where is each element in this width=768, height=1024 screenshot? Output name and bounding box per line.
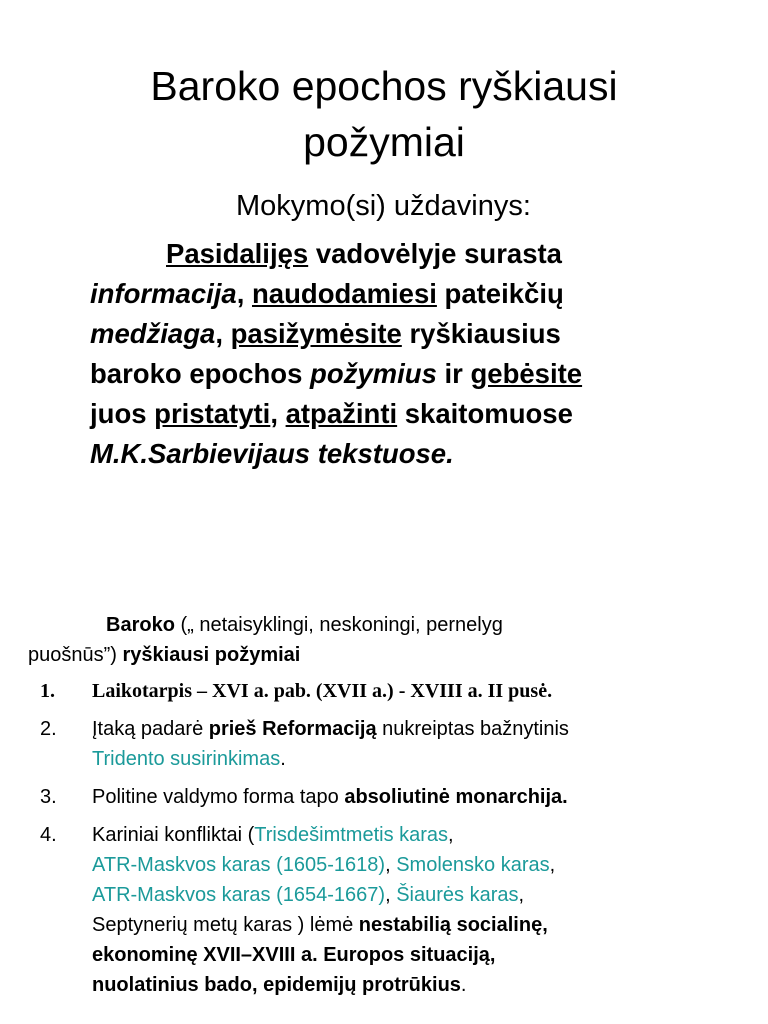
list-number: 1. [40,680,55,702]
objective-paragraph [90,234,730,474]
objective-text: , [270,398,286,429]
keyword-atpazinti: atpažinti [285,398,398,429]
objective-text: vadovėlyje surasta [308,238,562,269]
title-line-1: Baroko epochos ryškiausi [150,63,618,109]
feature-text: . [460,974,467,996]
feature-text: . [280,748,286,770]
keyword-medziaga: medžiaga [90,318,216,349]
feature-period-text: Laikotarpis – XVI a. pab. (XVII a.) - XVIII a. II pusė. [92,680,553,702]
feature-text: , [448,824,454,846]
intro-bold-baroko: Baroko [106,614,175,636]
objective-text: , [236,278,252,309]
objective-text: ryškiausius [401,318,561,349]
objective-text: skaitomuose [397,398,573,429]
feature-text: , [385,854,397,876]
keyword-pasidalije: Pasidalijęs [166,238,309,269]
intro-text: puošnūs”) [28,644,123,666]
objective-heading: Mokymo(si) uždavinys: [236,190,531,222]
keyword-pristatyti: pristatyti [154,398,271,429]
list-number: 2. [40,718,57,740]
list-number: 4. [40,824,57,846]
title-line-2: požymiai [303,119,465,165]
keyword-sarbievijaus: M.K.Sarbievijaus tekstuose. [90,438,454,469]
list-item [28,676,748,706]
feature-text: Kariniai konfliktai ( [92,824,255,846]
list-number: 3. [40,786,57,808]
baroque-features-section [28,610,748,1008]
list-item [28,820,748,1000]
feature-text: Politine valdymo forma tapo [92,786,345,808]
feature-bold: absoliutinė monarchija. [344,786,568,808]
keyword-pozymius: požymius [310,358,437,389]
link-trisdesimtmetis[interactable]: Trisdešimtmetis karas [254,824,449,846]
feature-bold: ekonominę XVII–XVIII a. Europos situaciją, [92,944,496,966]
feature-bold: prieš Reformaciją [208,718,377,740]
keyword-informacija: informacija [90,278,237,309]
slide-title [0,58,768,170]
intro-text: („ netaisyklingi, neskoningi, pernelyg [174,614,503,636]
list-item [28,714,748,774]
feature-text: Įtaką padarė [92,718,209,740]
feature-text: nukreiptas bažnytinis [376,718,569,740]
feature-text: , [518,884,525,906]
feature-text: , [385,884,397,906]
objective-text: baroko epochos [90,358,311,389]
feature-bold: nestabilią socialinę, [358,914,548,936]
objective-text: ir [436,358,471,389]
objective-text: pateikčių [436,278,564,309]
objective-text: , [215,318,231,349]
features-list [28,676,748,1000]
objective-text: juos [90,398,155,429]
keyword-pasizymesite: pasižymėsite [230,318,402,349]
intro-bold-pozymiai: ryškiausi požymiai [122,644,301,666]
list-item [28,782,748,812]
keyword-naudodamiesi: naudodamiesi [252,278,437,309]
feature-text: , [549,854,556,876]
link-atr-maskvos-1605[interactable]: ATR-Maskvos karas (1605-1618) [92,854,386,876]
link-atr-maskvos-1654[interactable]: ATR-Maskvos karas (1654-1667) [92,884,386,906]
features-intro [28,610,748,670]
feature-bold: nuolatinius bado, epidemijų protrūkius [92,974,461,996]
link-tridento[interactable]: Tridento susirinkimas [92,748,281,770]
feature-text: Septynerių metų karas ) lėmė [92,914,359,936]
link-smolensko[interactable]: Smolensko karas [396,854,550,876]
keyword-gebesite: gebėsite [470,358,583,389]
link-siaures[interactable]: Šiaurės karas [396,884,519,906]
